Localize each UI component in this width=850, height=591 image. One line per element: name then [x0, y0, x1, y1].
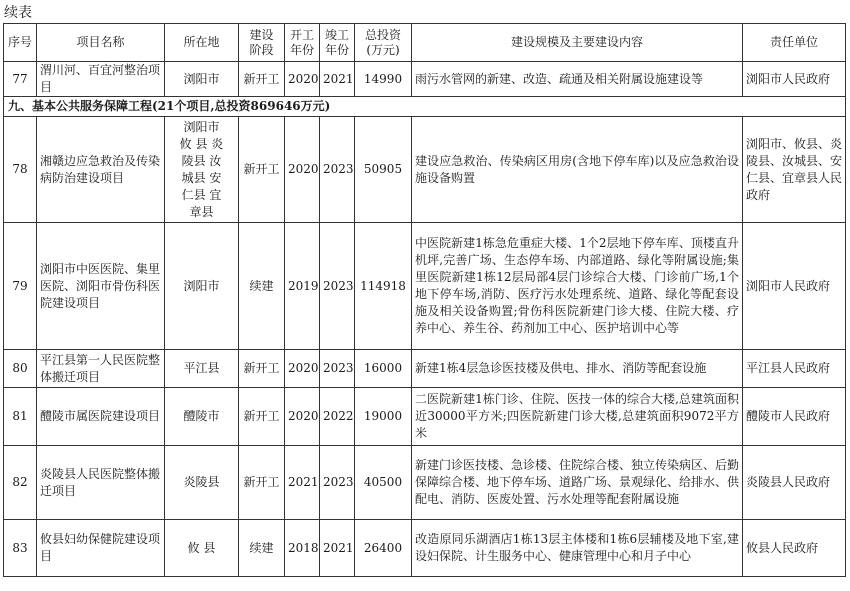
header-name: 项目名称 [37, 24, 165, 62]
row-investment: 114918 [355, 223, 412, 350]
row-investment: 19000 [355, 388, 412, 446]
row-content: 雨污水管网的新建、改造、疏通及相关附属设施建设等 [412, 62, 743, 97]
section-row [4, 97, 846, 117]
row-name: 平江县第一人民医院整体搬迁项目 [37, 350, 165, 388]
row-end-year: 2023 [320, 350, 355, 388]
row-name: 炎陵县人民医院整体搬迁项目 [37, 446, 165, 520]
header-row [4, 24, 846, 62]
row-start-year: 2019 [285, 223, 320, 350]
row-stage: 新开工 [239, 388, 285, 446]
row-stage: 新开工 [239, 117, 285, 223]
header-investment [355, 24, 412, 62]
row-content: 新建1栋4层急诊医技楼及供电、排水、消防等配套设施 [412, 350, 743, 388]
table-row [4, 388, 846, 446]
row-investment: 26400 [355, 520, 412, 577]
row-index: 82 [4, 446, 37, 520]
row-investment: 14990 [355, 62, 412, 97]
row-end-year: 2021 [320, 62, 355, 97]
table-row [4, 223, 846, 350]
table-row [4, 62, 846, 97]
row-unit: 攸县人民政府 [743, 520, 846, 577]
row-index: 83 [4, 520, 37, 577]
row-content: 二医院新建1栋门诊、住院、医技一体的综合大楼,总建筑面积近30000平方米;四医院新建门诊大楼,总建筑面积9072平方米 [412, 388, 743, 446]
row-content: 中医院新建1栋急危重症大楼、1个2层地下停车库、顶楼直升机坪,完善广场、生态停车场、内部道路、绿化等附属设施;集里医院新建1栋12层局部4层门诊综合大楼、门诊前广场,1个地下停车场,消防、医疗污水处理系统、道路、绿化等配套设施及相关设备购置;骨伤科医院新建门诊大楼、住院大楼、疗养中心、养生谷、药剂加工中心、医护培训中心等 [412, 223, 743, 350]
row-index: 80 [4, 350, 37, 388]
row-location: 攸 县 [165, 520, 239, 577]
row-index: 79 [4, 223, 37, 350]
row-name: 醴陵市属医院建设项目 [37, 388, 165, 446]
row-index: 81 [4, 388, 37, 446]
row-unit: 平江县人民政府 [743, 350, 846, 388]
row-index: 78 [4, 117, 37, 223]
section-title: 九、基本公共服务保障工程(21个项目,总投资869646万元) [4, 97, 846, 117]
header-invest-line1: 总投资 [364, 27, 401, 42]
row-content: 新建门诊医技楼、急诊楼、住院综合楼、独立传染病区、后勤保障综合楼、地下停车场、道路广场、景观绿化、给排水、供配电、消防、医废处置、污水处理等配套附属设施 [412, 446, 743, 520]
row-unit: 醴陵市人民政府 [743, 388, 846, 446]
row-name: 湘赣边应急救治及传染病防治建设项目 [37, 117, 165, 223]
header-end-line2: 年份 [324, 42, 349, 57]
row-investment: 40500 [355, 446, 412, 520]
row-stage: 新开工 [239, 350, 285, 388]
header-end-line1: 竣工 [324, 27, 349, 42]
header-end-year [320, 24, 355, 62]
table-row [4, 446, 846, 520]
row-location: 浏阳市 [165, 223, 239, 350]
row-stage: 续建 [239, 520, 285, 577]
row-unit: 浏阳市人民政府 [743, 223, 846, 350]
row-unit: 浏阳市、攸县、炎陵县、汝城县、安仁县、宜章县人民政府 [743, 117, 846, 223]
header-stage-line2: 阶段 [249, 42, 274, 57]
row-location: 浏阳市 攸 县 炎陵县 汝城县 安仁县 宜章县 [165, 117, 239, 223]
row-start-year: 2020 [285, 350, 320, 388]
row-stage: 续建 [239, 223, 285, 350]
row-location: 浏阳市 [165, 62, 239, 97]
table-row [4, 350, 846, 388]
row-content: 建设应急救治、传染病区用房(含地下停车库)以及应急救治设施设备购置 [412, 117, 743, 223]
row-location: 炎陵县 [165, 446, 239, 520]
header-location: 所在地 [165, 24, 239, 62]
row-end-year: 2022 [320, 388, 355, 446]
header-start-line2: 年份 [289, 42, 314, 57]
table-row [4, 520, 846, 577]
row-start-year: 2021 [285, 446, 320, 520]
row-start-year: 2018 [285, 520, 320, 577]
row-name: 浏阳市中医医院、集里医院、浏阳市骨伤科医院建设项目 [37, 223, 165, 350]
header-start-year [285, 24, 320, 62]
row-index: 77 [4, 62, 37, 97]
row-start-year: 2020 [285, 62, 320, 97]
row-stage: 新开工 [239, 62, 285, 97]
header-start-line1: 开工 [289, 27, 314, 42]
row-investment: 16000 [355, 350, 412, 388]
header-content: 建设规模及主要建设内容 [412, 24, 743, 62]
continued-label: 续表 [4, 5, 32, 21]
row-location: 醴陵市 [165, 388, 239, 446]
row-stage: 新开工 [239, 446, 285, 520]
table-row [4, 117, 846, 223]
row-unit: 浏阳市人民政府 [743, 62, 846, 97]
project-table [3, 23, 846, 577]
header-unit: 责任单位 [743, 24, 846, 62]
row-name: 攸县妇幼保健院建设项目 [37, 520, 165, 577]
row-end-year: 2023 [320, 117, 355, 223]
row-location: 平江县 [165, 350, 239, 388]
row-investment: 50905 [355, 117, 412, 223]
header-index: 序号 [4, 24, 37, 62]
row-start-year: 2020 [285, 388, 320, 446]
row-end-year: 2023 [320, 446, 355, 520]
header-invest-line2: (万元) [366, 42, 400, 57]
row-end-year: 2023 [320, 223, 355, 350]
row-name: 渭川河、百宜河整治项目 [37, 62, 165, 97]
row-content: 改造原同乐湖酒店1栋13层主体楼和1栋6层辅楼及地下室,建设妇保院、计生服务中心、健康管理中心和月子中心 [412, 520, 743, 577]
row-start-year: 2020 [285, 117, 320, 223]
header-stage [239, 24, 285, 62]
header-stage-line1: 建设 [249, 27, 274, 42]
row-end-year: 2021 [320, 520, 355, 577]
row-unit: 炎陵县人民政府 [743, 446, 846, 520]
